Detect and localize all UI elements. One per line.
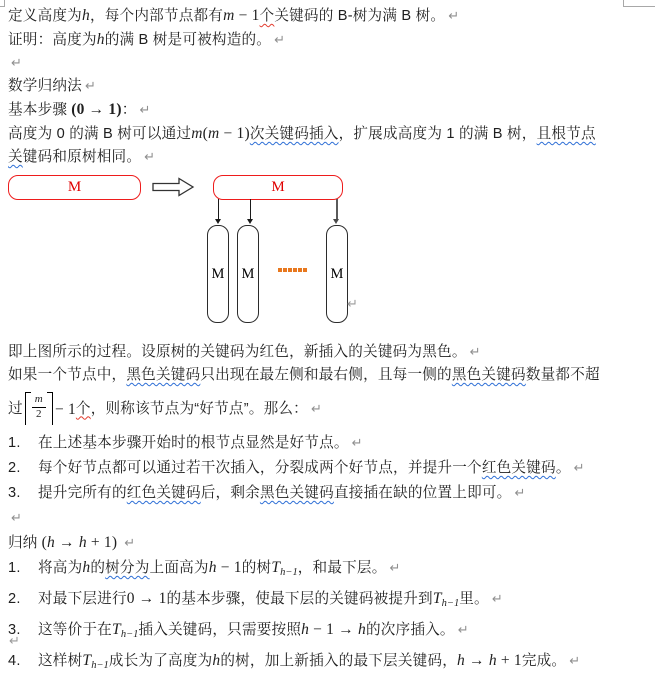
text-block-bottom bbox=[8, 341, 638, 679]
list-item bbox=[8, 456, 638, 481]
list-item bbox=[8, 617, 638, 648]
paragraph bbox=[8, 506, 638, 531]
text-run: 的次序插入。 bbox=[365, 622, 455, 638]
edge-line bbox=[250, 199, 251, 219]
math-variable: h bbox=[488, 652, 497, 669]
text-run: 将高为 bbox=[38, 560, 83, 576]
text-run: 成长为了高度为 bbox=[108, 653, 213, 669]
paragraph bbox=[8, 52, 638, 75]
partial-paragraph-mark: ↵ bbox=[9, 634, 20, 649]
paragraph-mark: ↵ bbox=[274, 33, 286, 48]
text-run: 这等价于在 bbox=[38, 622, 112, 638]
math-run: − 1 bbox=[216, 559, 242, 576]
text-run: 的树 bbox=[241, 560, 272, 576]
text-run: 的树，加上新插入的最下层关键码， bbox=[220, 653, 458, 669]
text-run: 键码和原树相同。 bbox=[22, 149, 142, 165]
paragraph-mark: ↵ bbox=[491, 592, 503, 607]
text-run: 后，剩余 bbox=[200, 485, 260, 501]
math-variable: m bbox=[208, 125, 220, 142]
list-number: 2. bbox=[8, 591, 21, 607]
text-run: 定义高度为 bbox=[8, 8, 82, 24]
paragraph bbox=[8, 98, 638, 122]
text-run: 完成。 bbox=[521, 653, 567, 669]
grammar-flagged-text: 黑色关键码 bbox=[451, 367, 526, 383]
list-number: 3. bbox=[8, 622, 21, 638]
math-variable: h bbox=[81, 7, 90, 24]
root-node-before bbox=[8, 175, 141, 200]
text-run: ，每个内部节点都有 bbox=[89, 8, 224, 24]
math-variable: h bbox=[301, 621, 310, 638]
text-run: 过 bbox=[8, 400, 23, 417]
text-run: 插入关键码，只需要按照 bbox=[138, 622, 302, 638]
math-run: ( bbox=[37, 534, 48, 551]
math-run-bold: (0 → 1) bbox=[67, 101, 122, 118]
math-run: − 1) bbox=[219, 125, 250, 142]
spelling-flagged-text: 个 bbox=[75, 400, 91, 417]
paragraph-mark: ↵ bbox=[569, 654, 581, 669]
list-item bbox=[8, 431, 638, 456]
paragraph-mark: ↵ bbox=[469, 345, 481, 360]
list-item bbox=[8, 648, 638, 679]
math-variable: h bbox=[208, 559, 217, 576]
node-key-label: M bbox=[241, 265, 255, 282]
text-run: 数学归纳法 bbox=[8, 78, 82, 94]
text-run: 在上述基本步骤开始时的根节点显然是好节点。 bbox=[38, 435, 349, 451]
text-run: 只出现在最左侧和最右侧，且每一侧的 bbox=[200, 367, 452, 383]
list-number: 4. bbox=[8, 653, 21, 669]
text-run: 高度为 0 的满 B 树可以通过 bbox=[8, 126, 192, 142]
math-run: + 1) bbox=[86, 534, 122, 551]
math-variable: h bbox=[78, 534, 87, 551]
grammar-flagged-text: 且根节点 bbox=[536, 126, 596, 142]
spelling-flagged-text: 个 bbox=[259, 8, 275, 24]
text-run: 如果一个节点中， bbox=[8, 367, 127, 383]
text-run: 这样树 bbox=[38, 653, 83, 669]
text-run: ，扩展成高度为 1 的满 B 树， bbox=[338, 126, 537, 142]
b-tree-diagram bbox=[8, 169, 638, 333]
text-run: 上面高为 bbox=[149, 560, 209, 576]
paragraph-mark: ↵ bbox=[139, 103, 151, 118]
paragraph bbox=[8, 75, 638, 98]
subscript-term: $T_{h-1}$ bbox=[271, 559, 298, 578]
paragraph bbox=[8, 122, 638, 146]
math-variable: h bbox=[82, 559, 91, 576]
edge-arrowhead bbox=[247, 219, 253, 224]
paragraph-mark: ↵ bbox=[11, 511, 23, 526]
text-run: 即上图所示的过程。设原树的关键码为红色，新插入的关键码为黑色。 bbox=[8, 344, 467, 360]
paragraph-mark: ↵ bbox=[389, 561, 401, 576]
document-body bbox=[8, 4, 638, 679]
subscript-term: $T_{h-1}$ bbox=[111, 621, 139, 640]
paragraph bbox=[8, 364, 638, 387]
edge-arrowhead bbox=[215, 219, 221, 224]
subscript-term: $T_{h-1}$ bbox=[432, 590, 460, 609]
math-variable: h bbox=[358, 621, 366, 638]
list-number: 2. bbox=[8, 460, 21, 476]
paragraph bbox=[8, 341, 638, 364]
math-variable: m bbox=[223, 7, 235, 24]
text-run: 的满 B 树是可被构造的。 bbox=[104, 32, 272, 48]
text-run: 里。 bbox=[459, 591, 489, 607]
text-run: ： bbox=[121, 102, 137, 118]
list-item bbox=[8, 481, 638, 506]
math-variable: h bbox=[96, 31, 105, 48]
math-run: 0 → 1 bbox=[126, 590, 167, 607]
math-variable: h bbox=[212, 652, 221, 669]
grammar-flagged-text: 树分为 bbox=[105, 560, 150, 576]
text-block-top bbox=[8, 4, 638, 169]
text-run: 归纳 bbox=[8, 535, 38, 551]
paragraph-mark: ↵ bbox=[84, 79, 97, 94]
paragraph-mark: ↵ bbox=[124, 536, 136, 551]
text-run: 每个好节点都可以通过若干次插入，分裂成两个好节点，并提升一个 bbox=[38, 460, 482, 476]
edge-line bbox=[218, 199, 219, 219]
child-node bbox=[326, 225, 348, 323]
paragraph-mark: ↵ bbox=[347, 297, 358, 312]
ceiling-fraction bbox=[25, 392, 53, 426]
fraction bbox=[31, 392, 47, 422]
math-run: − 1 bbox=[54, 400, 76, 418]
subscript-term: $T_{h-1}$ bbox=[82, 652, 109, 671]
grammar-flagged-text: 次关键码插入 bbox=[249, 126, 339, 142]
text-run: 基本步骤 bbox=[8, 102, 68, 118]
text-run: 证明：高度为 bbox=[8, 32, 97, 48]
list-item bbox=[8, 586, 638, 617]
text-run: 提升完所有的 bbox=[38, 485, 127, 501]
edge-arrowhead bbox=[333, 219, 339, 224]
grammar-flagged-text: 红色关键码 bbox=[481, 460, 556, 476]
paragraph bbox=[8, 28, 638, 52]
math-run: − 1 bbox=[234, 7, 260, 24]
text-run: ，和最下层。 bbox=[297, 560, 387, 576]
paragraph bbox=[8, 387, 638, 431]
child-node bbox=[237, 225, 259, 323]
node-key-label: M bbox=[211, 265, 225, 282]
paragraph-mark: ↵ bbox=[11, 56, 23, 71]
list-number: 1. bbox=[8, 435, 21, 451]
paragraph-mark: ↵ bbox=[573, 461, 585, 476]
node-key-label: M bbox=[330, 265, 344, 282]
node-key-label: M bbox=[271, 179, 285, 195]
math-variable: h bbox=[47, 534, 55, 551]
root-node-after bbox=[213, 175, 343, 200]
text-run: 关键码的 B-树为满 B 树。 bbox=[274, 8, 446, 24]
paragraph bbox=[8, 146, 638, 169]
math-run: − 1 → bbox=[309, 621, 358, 638]
paragraph bbox=[8, 531, 638, 555]
text-run: 对最下层进行 bbox=[38, 591, 127, 607]
math-variable: h bbox=[457, 652, 465, 669]
paragraph-mark: ↵ bbox=[310, 401, 323, 417]
crop-mark-top-left-horizontal bbox=[0, 6, 5, 7]
ellipsis-dots bbox=[278, 268, 307, 272]
fraction-denominator: 2 bbox=[36, 407, 42, 420]
grammar-flagged-text: 黑色关键码 bbox=[259, 485, 334, 501]
list-item bbox=[8, 555, 638, 586]
text-run: ，则称该节点为“好节点”。那么： bbox=[90, 400, 308, 417]
paragraph-mark: ↵ bbox=[448, 9, 460, 24]
paragraph bbox=[8, 4, 638, 28]
transform-arrow-icon bbox=[152, 177, 196, 197]
ceiling-bracket-right bbox=[47, 392, 53, 425]
math-run: → bbox=[464, 652, 489, 669]
grammar-flagged-text: 黑色关键码 bbox=[126, 367, 201, 383]
text-run: 数量都不超 bbox=[525, 367, 600, 383]
text-run: 。 bbox=[555, 460, 571, 476]
list-number: 1. bbox=[8, 560, 21, 576]
text-run: 的基本步骤，使最下层的关键码被提升到 bbox=[166, 591, 433, 607]
text-run: 的 bbox=[90, 560, 106, 576]
grammar-flagged-text: 红色关键码 bbox=[126, 485, 201, 501]
math-run: + 1 bbox=[496, 652, 522, 669]
paragraph-mark: ↵ bbox=[144, 150, 156, 165]
paragraph-mark: ↵ bbox=[457, 623, 469, 638]
edge-line bbox=[336, 199, 338, 219]
grammar-flagged-text: 关 bbox=[8, 149, 23, 165]
math-variable: m bbox=[191, 125, 203, 142]
child-node bbox=[207, 225, 229, 323]
text-run: 直接插在缺的位置上即可。 bbox=[333, 485, 512, 501]
math-run: → bbox=[54, 534, 79, 551]
math-run: ( bbox=[202, 125, 208, 142]
list-number: 3. bbox=[8, 485, 21, 501]
paragraph-mark: ↵ bbox=[351, 436, 363, 451]
node-key-label: M bbox=[67, 179, 82, 195]
paragraph-mark: ↵ bbox=[514, 486, 526, 501]
fraction-numerator: m bbox=[32, 393, 46, 408]
